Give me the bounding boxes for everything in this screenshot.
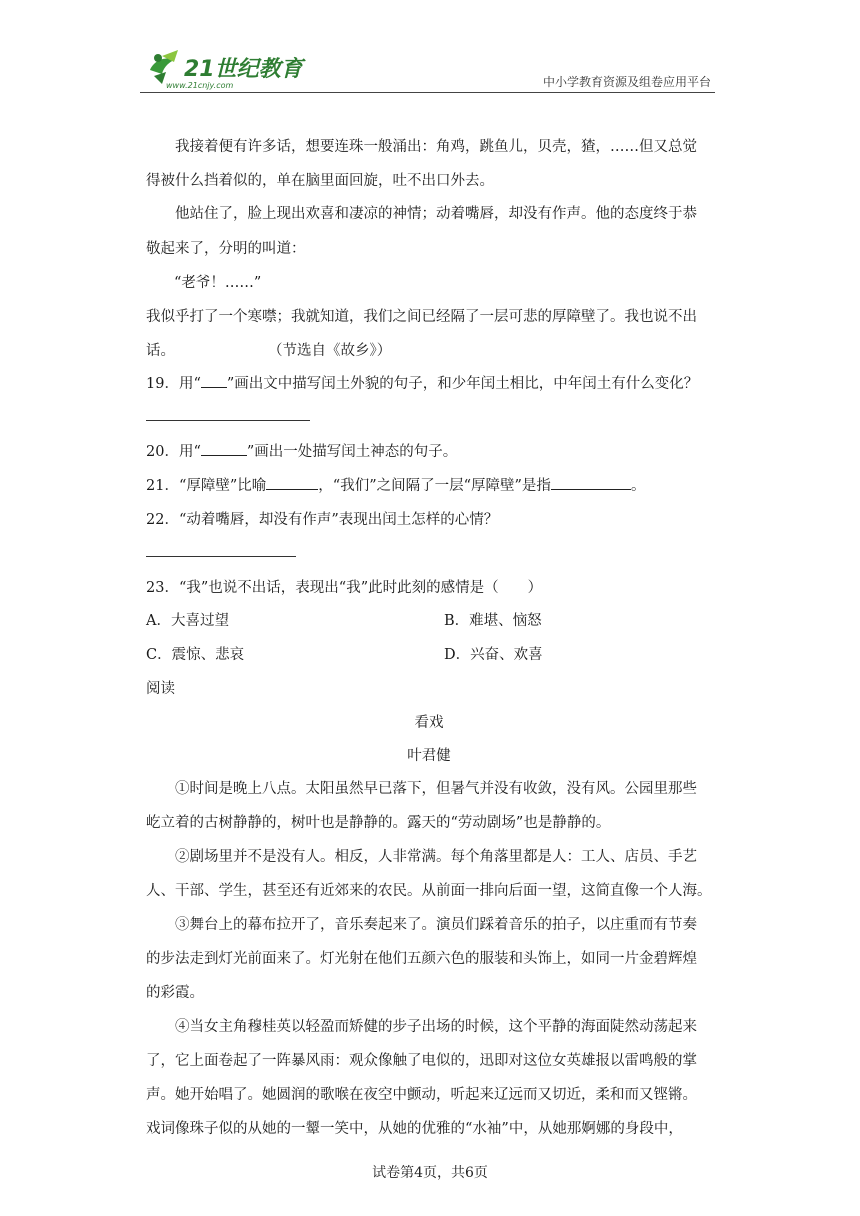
page-header: [140, 40, 715, 93]
question-23: 23．“我”也说不出话，表现出“我”此时此刻的感情是（ ）: [146, 580, 543, 596]
platform-name: 中小学教育资源及组卷应用平台: [542, 75, 711, 89]
underline-mark-20: [201, 455, 247, 456]
question-20-pre: 20．用“: [146, 444, 201, 460]
passage-line: 我接着便有许多话，想要连珠一般涌出：角鸡，跳鱼儿，贝壳，猹，……但又总觉: [175, 139, 697, 155]
option-a[interactable]: A．大喜过望: [146, 613, 229, 629]
article-line: ④当女主角穆桂英以轻盈而矫健的步子出场的时候，这个平静的海面陡然动荡起来: [175, 1019, 697, 1035]
article-line: 人、干部、学生，甚至还有近郊来的农民。从前面一排向后面一望，这简直像一个人海。: [146, 883, 712, 899]
option-c[interactable]: C．震惊、悲哀: [146, 647, 245, 663]
question-19-post: ”画出文中描写闰土外貌的句子，和少年闰土相比，中年闰土有什么变化？: [226, 376, 699, 392]
passage-line: 敬起来了，分明的叫道：: [146, 241, 306, 257]
question-19: [146, 372, 698, 393]
passage-line: “老爷！……”: [174, 275, 262, 291]
option-d[interactable]: D．兴奋、欢喜: [444, 647, 543, 663]
article-line: ②剧场里并不是没有人。相反，人非常满。每个角落里都是人：工人、店员、手艺: [175, 849, 697, 865]
section-label: 阅读: [146, 681, 175, 697]
article-line: 了，它上面卷起了一阵暴风雨：观众像触了电似的，迅即对这位女英雄报以雷鸣般的掌: [146, 1053, 697, 1069]
article-line: 声。她开始唱了。她圆润的歌喉在夜空中颤动，听起来辽远而又切近，柔和而又铿锵。: [146, 1087, 697, 1103]
question-21: [146, 474, 645, 495]
passage-line: 话。: [146, 343, 175, 359]
passage-line: 我似乎打了一个寒噤；我就知道，我们之间已经隔了一层可悲的厚障壁了。我也说不出: [146, 309, 697, 325]
article-line: 戏词像珠子似的从她的一颦一笑中，从她的优雅的“水袖”中，从她那婀娜的身段中，: [146, 1121, 683, 1137]
answer-blank-21a[interactable]: [266, 489, 318, 490]
question-21-a: 21．“厚障壁”比喻: [146, 478, 267, 494]
underline-mark-19: [201, 387, 227, 388]
article-line: ①时间是晚上八点。太阳虽然早已落下，但暑气并没有收敛，没有风。公园里那些: [175, 781, 697, 797]
question-20-post: ”画出一处描写闰土神态的句子。: [246, 444, 458, 460]
answer-line-19[interactable]: [146, 420, 310, 421]
article-line: 屹立着的古树静静的，树叶也是静静的。露天的“劳动剧场”也是静静的。: [146, 815, 611, 831]
page-footer: 试卷第4页，共6页: [372, 1165, 488, 1181]
answer-line-22[interactable]: [146, 556, 296, 557]
article-line: 的彩霞。: [146, 985, 204, 1001]
passage-line: 他站住了，脸上现出欢喜和凄凉的神情；动着嘴唇，却没有作声。他的态度终于恭: [175, 206, 697, 222]
svg-text:www.21cnjy.com: www.21cnjy.com: [166, 81, 234, 90]
article-line: 的步法走到灯光前面来了。灯光射在他们五颜六色的服装和头饰上，如同一片金碧辉煌: [146, 951, 697, 967]
option-b[interactable]: B．难堪、恼怒: [444, 613, 542, 629]
question-21-b: ，“我们”之间隔了一层“厚障壁”是指: [318, 478, 551, 494]
question-22: 22．“动着嘴唇，却没有作声”表现出闰土怎样的心情？: [146, 512, 499, 528]
source-citation: （节选自《故乡》）: [268, 343, 392, 359]
answer-blank-21b[interactable]: [551, 489, 631, 490]
article-author: 叶君健: [407, 748, 451, 764]
question-20: [146, 440, 457, 461]
question-19-pre: 19．用“: [146, 376, 201, 392]
logo-21cnjy: [144, 46, 314, 90]
article-line: ③舞台上的幕布拉开了，音乐奏起来了。演员们踩着音乐的拍子，以庄重而有节奏: [175, 917, 697, 933]
svg-text:21世纪教育: 21世纪教育: [184, 57, 303, 82]
question-21-c: 。: [630, 478, 646, 494]
article-title: 看戏: [414, 715, 444, 731]
passage-line: 得被什么挡着似的，单在脑里面回旋，吐不出口外去。: [146, 173, 494, 189]
